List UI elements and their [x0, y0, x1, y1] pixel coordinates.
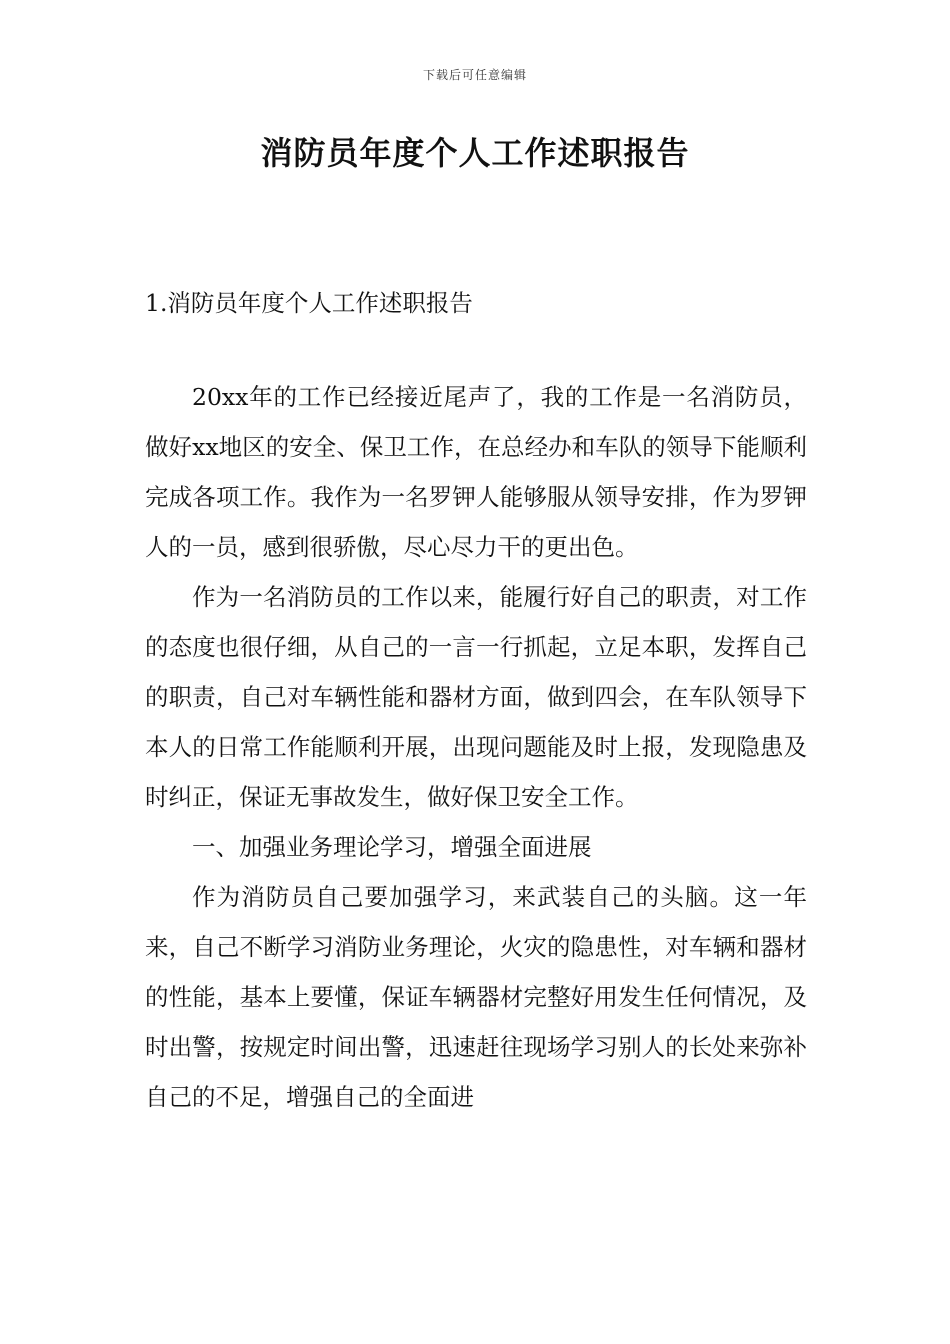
body-paragraphs — [145, 372, 807, 1122]
paragraph-study: 作为消防员自己要加强学习，来武装自己的头脑。这一年来，自己不断学习消防业务理论，火灾的隐患性，对车辆和器材的性能，基本上要懂，保证车辆器材完整好用发生任何情况，及时出警，按规定时间出警，迅速赶往现场学习别人的长处来弥补自己的不足，增强自己的全面进 — [145, 883, 807, 1111]
paragraph-duties: 作为一名消防员的工作以来，能履行好自己的职责，对工作的态度也很仔细，从自己的一言一行抓起，立足本职，发挥自己的职责，自己对车辆性能和器材方面，做到四会，在车队领导下本人的日常工作能顺利开展，出现问题能及时上报，发现隐患及时纠正，保证无事故发生，做好保卫安全工作。 — [145, 583, 807, 811]
paragraph-intro: 20xx年的工作已经接近尾声了，我的工作是一名消防员，做好xx地区的安全、保卫工作，在总经办和车队的领导下能顺利完成各项工作。我作为一名罗钾人能够服从领导安排，作为罗钾人的一员，感到很骄傲，尽心尽力干的更出色。 — [145, 383, 807, 561]
header-note: 下载后可任意编辑 — [422, 68, 527, 82]
section-heading: 1.消防员年度个人工作述职报告 — [145, 289, 473, 317]
document-title: 消防员年度个人工作述职报告 — [260, 134, 690, 172]
subheading-study: 一、加强业务理论学习，增强全面进展 — [192, 833, 592, 861]
